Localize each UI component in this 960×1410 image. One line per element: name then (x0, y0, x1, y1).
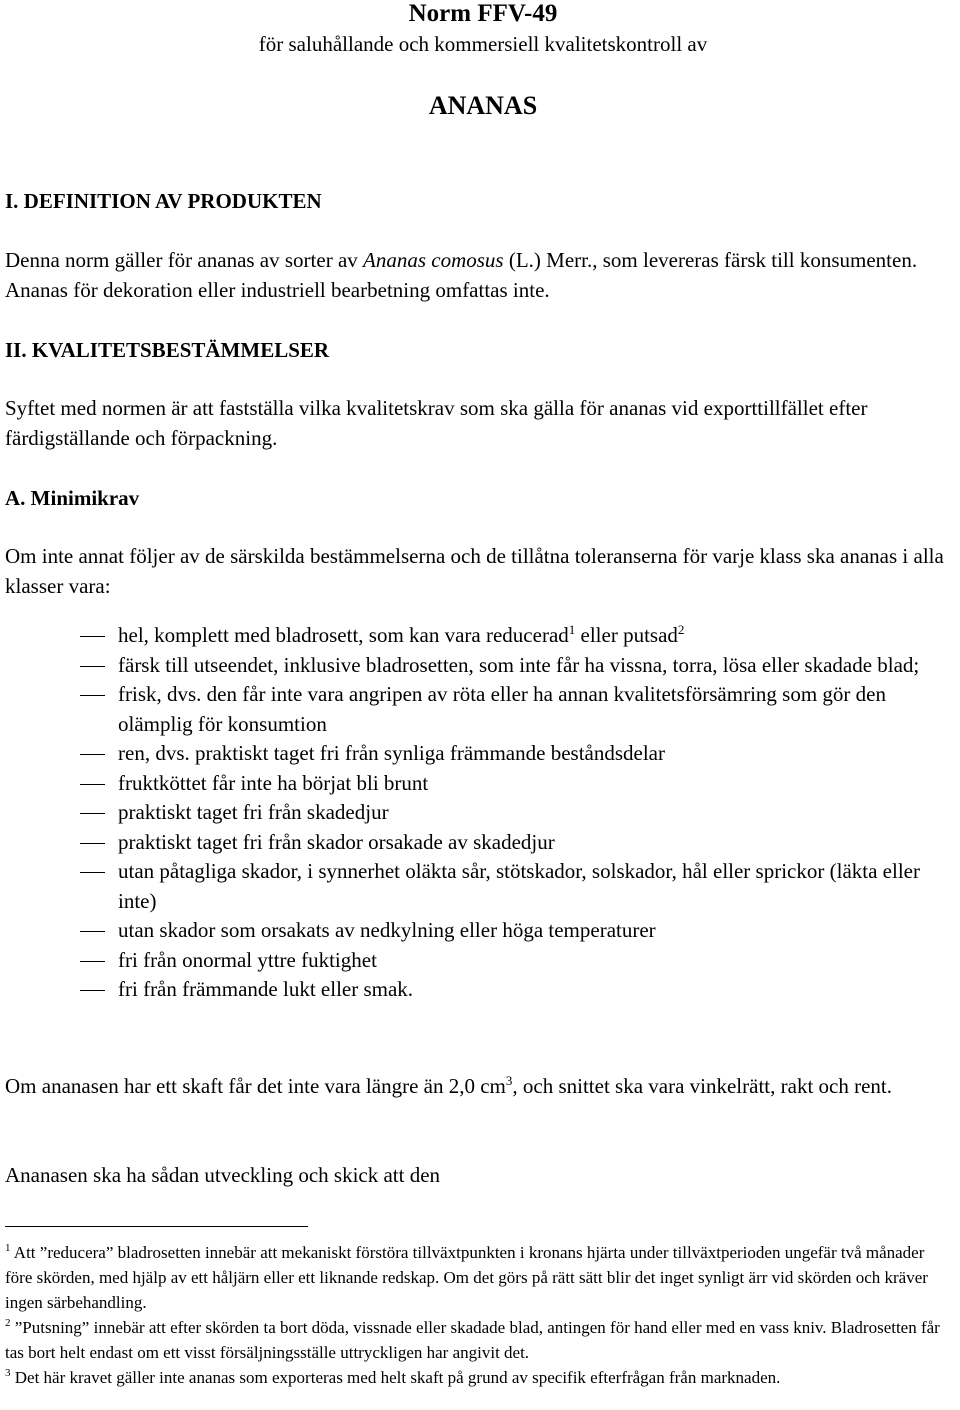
dash-marker (80, 990, 105, 991)
footnote-number: 3 (5, 1367, 11, 1379)
dash-marker (80, 784, 105, 785)
footnote-1: $^1$ Att ”reducera” bladrosetten innebär att mekaniskt förstöra tillväxtpunkten i kronans hjärta under tillväxtperioden ungefär två månader före skörden, med hjälp av ett håljärn eller ett liknande redskap. Om det görs på rätt sätt blir det inget synligt ärr vid skörden och kräver ingen särbehandling. (5, 1242, 928, 1312)
footnote-ref: 1 (568, 622, 576, 637)
footnote-separator (5, 1226, 308, 1227)
list-item: frisk, dvs. den får inte vara angripen av röta eller ha annan kvalitetsförsämring som gör den olämplig för konsumtion (0, 680, 948, 739)
dash-marker (80, 754, 105, 755)
list-item: utan påtagliga skador, i synnerhet oläkta sår, stötskador, solskador, hål eller sprickor (läkta eller inte) (0, 857, 948, 916)
list-item: hel, komplett med bladrosett, som kan vara reducerad$^1$ eller putsad$^2$ (0, 621, 948, 651)
document-title: Norm FFV-49 (408, 0, 558, 27)
list-item: färsk till utseendet, inklusive bladrosetten, som inte får ha vissna, torra, lösa eller skadade blad; (0, 651, 948, 681)
dash-marker (80, 813, 105, 814)
stalk-paragraph: Om ananasen har ett skaft får det inte vara längre än 2,0 $cm^3$, och snittet ska vara vinkelrätt, rakt och rent. (5, 1073, 892, 1098)
species-name: Ananas comosus (363, 248, 504, 272)
footnote-ref: 2 (677, 622, 685, 637)
list-item: fruktköttet får inte ha börjat bli brunt (0, 769, 948, 799)
dash-marker (80, 843, 105, 844)
development-paragraph: Ananasen ska ha sådan utveckling och skick att den (5, 1163, 441, 1187)
list-item: fri från främmande lukt eller smak. (0, 975, 948, 1005)
footnote-2: $^2$ ”Putsning” innebär att efter skörden ta bort döda, vissnade eller skadade blad, antingen för hand eller med en vass kniv. Bladrosetten får tas bort helt endast om ett visst försäljningsställe uttryckligen har angivit det. (5, 1317, 940, 1362)
definition-paragraph (5, 246, 955, 305)
quality-intro-paragraph: Syftet med normen är att fastställa vilka kvalitetskrav som ska gälla för ananas vid exporttillfället efter färdigställande och förpackning. (5, 396, 868, 450)
list-item: utan skador som orsakats av nedkylning eller höga temperaturer (0, 916, 948, 946)
minimum-requirements-list (0, 621, 960, 1005)
dash-marker (80, 961, 105, 962)
list-item: fri från onormal yttre fuktighet (0, 946, 948, 976)
list-item: praktiskt taget fri från skador orsakade av skadedjur (0, 828, 948, 858)
footnote-number: 2 (5, 1317, 11, 1329)
definition-text-start: Denna norm gäller för ananas av sorter av (5, 248, 364, 272)
dash-marker (80, 931, 105, 932)
definition-text-end: (L.) Merr., som levereras färsk till konsumenten. Ananas för dekoration eller industriell bearbetning omfattas inte. (5, 248, 918, 302)
footnotes (5, 1240, 955, 1390)
subsection-heading-minimum: A. Minimikrav (5, 486, 140, 510)
dash-marker (80, 695, 105, 696)
list-item: ren, dvs. praktiskt taget fri från synliga främmande beståndsdelar (0, 739, 948, 769)
product-name: ANANAS (428, 91, 538, 120)
dash-marker (80, 666, 105, 667)
section-heading-definition: I. DEFINITION AV PRODUKTEN (5, 189, 322, 213)
document-subtitle: för saluhållande och kommersiell kvalitetskontroll av (258, 32, 708, 56)
section-heading-quality: II. KVALITETSBESTÄMMELSER (5, 338, 330, 362)
dash-marker (80, 872, 105, 873)
dash-marker (80, 636, 105, 637)
list-item: praktiskt taget fri från skadedjur (0, 798, 948, 828)
footnote-number: 1 (5, 1242, 11, 1254)
footnote-ref: 3 (505, 1073, 513, 1088)
minimum-intro-paragraph: Om inte annat följer av de särskilda bestämmelserna och de tillåtna toleranserna för varje klass ska ananas i alla klasser vara: (5, 544, 944, 598)
footnote-3: $^3$ Det här kravet gäller inte ananas som exporteras med helt skaft på grund av specifik efterfrågan från marknaden. (5, 1367, 781, 1387)
